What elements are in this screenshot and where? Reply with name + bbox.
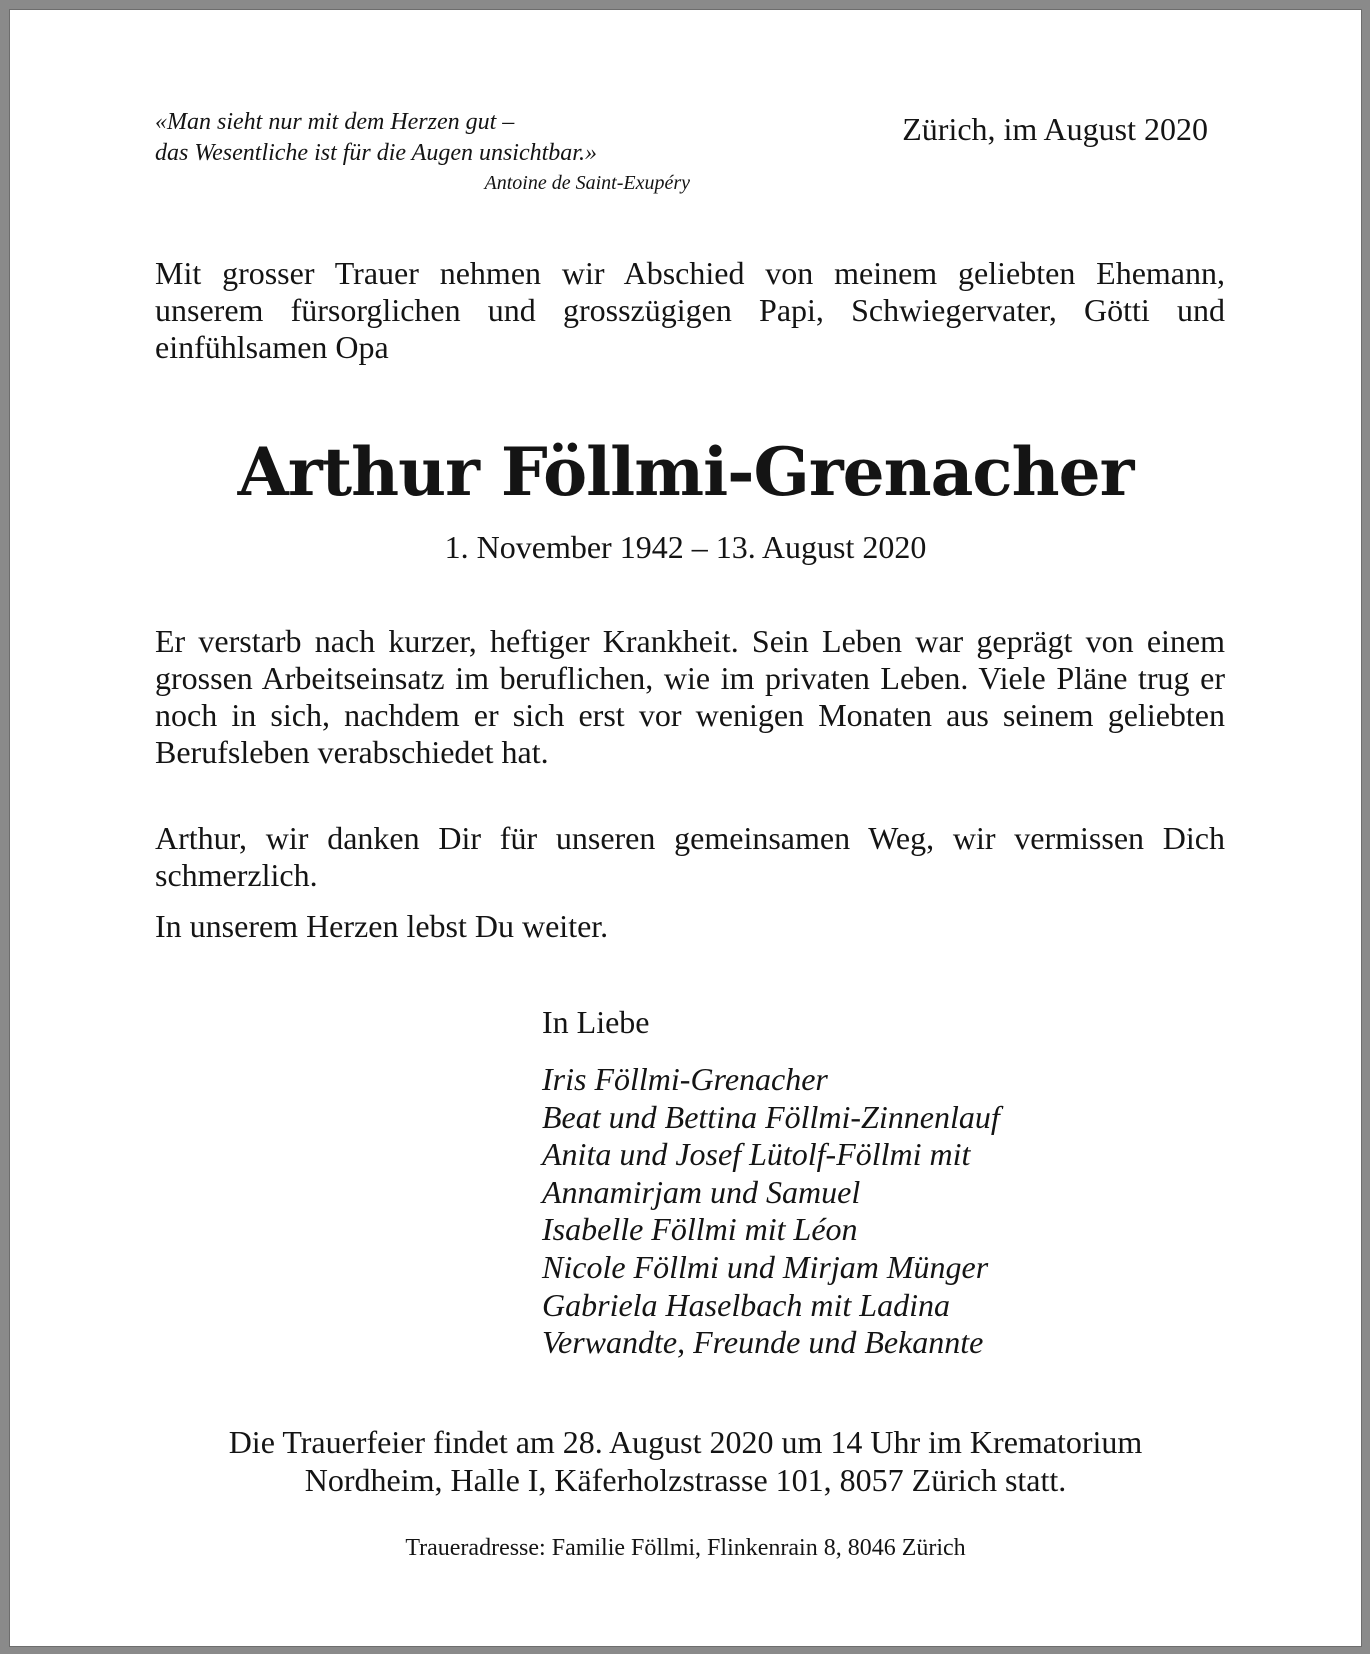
family-member: Isabelle Föllmi mit Léon	[542, 1211, 858, 1248]
body-paragraph-3: In unserem Herzen lebst Du weiter.	[155, 908, 609, 944]
intro-paragraph: Mit grosser Trauer nehmen wir Abschied von meinem geliebten Ehemann, unserem fürsorglichen und grosszügigen Papi, Schwiegervater, Götti und einfühlsamen Opa	[155, 255, 1225, 365]
obituary-page	[9, 9, 1362, 1647]
family-member: Annamirjam und Samuel	[542, 1173, 861, 1210]
quote-line-2: das Wesentliche ist für die Augen unsichtbar.»	[155, 140, 597, 166]
signoff: In Liebe	[542, 1004, 650, 1040]
family-member: Beat und Bettina Föllmi-Zinnenlauf	[542, 1098, 1000, 1135]
deceased-name: Arthur Föllmi-Grenacher	[237, 433, 1134, 511]
place-date: Zürich, im August 2020	[902, 111, 1208, 147]
family-member: Nicole Föllmi und Mirjam Münger	[542, 1248, 989, 1285]
family-member: Iris Föllmi-Grenacher	[542, 1061, 828, 1097]
service-announcement	[10, 1423, 1361, 1499]
quote-line-1: «Man sieht nur mit dem Herzen gut –	[155, 109, 515, 135]
family-member: Anita und Josef Lütolf-Föllmi mit	[542, 1136, 971, 1173]
quote-author: Antoine de Saint-Exupéry	[484, 172, 690, 194]
body-paragraph-2: Arthur, wir danken Dir für unseren gemeinsamen Weg, wir vermissen Dich schmerzlich.	[155, 820, 1225, 893]
family-list	[542, 1061, 1000, 1362]
family-member: Gabriela Haselbach mit Ladina	[542, 1286, 950, 1323]
family-member: Verwandte, Freunde und Bekannte	[542, 1324, 984, 1361]
service-line-2: Nordheim, Halle I, Käferholzstrasse 101, 8057 Zürich statt.	[304, 1462, 1067, 1498]
mourning-address: Traueradresse: Familie Föllmi, Flinkenrain 8, 8046 Zürich	[405, 1535, 966, 1561]
life-dates: 1. November 1942 – 13. August 2020	[444, 529, 927, 565]
body-paragraph-1: Er verstarb nach kurzer, heftiger Krankheit. Sein Leben war geprägt von einem grossen Arbeitseinsatz im beruflichen, wie im privaten Leben. Viele Pläne trug er noch in sich, nachdem er sich erst vor wenigen Monaten aus seinem geliebten Berufsleben verabschiedet hat.	[155, 623, 1225, 770]
epigraph-quote	[155, 107, 715, 197]
service-line-1: Die Trauerfeier findet am 28. August 2020 um 14 Uhr im Krematorium	[228, 1424, 1143, 1460]
